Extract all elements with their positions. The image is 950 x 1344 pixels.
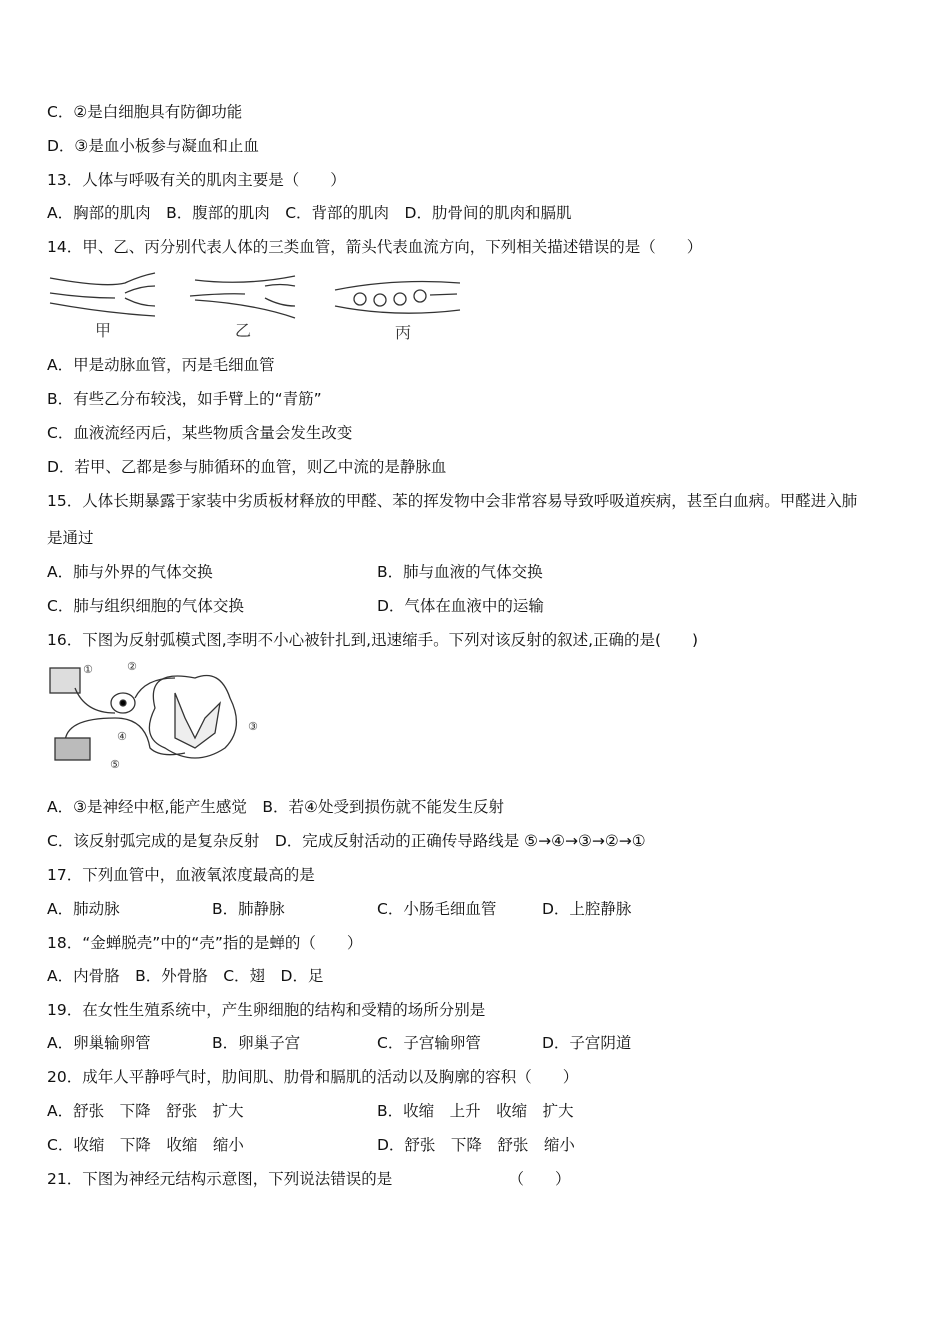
q15-option-a: A．肺与外界的气体交换 [47, 563, 213, 581]
question-21: 21．下图为神经元结构示意图，下列说法错误的是 （ ） [47, 1170, 571, 1188]
question-13: 13．人体与呼吸有关的肌肉主要是（ ） [47, 171, 346, 189]
q20-option-d: D．舒张 下降 舒张 缩小 [377, 1136, 575, 1154]
blood-vessel-figure [45, 268, 465, 343]
q16-options-ab: A．③是神经中枢,能产生感觉 B．若④处受到损伤就不能发生反射 [47, 798, 504, 816]
question-13-options: A．胸部的肌肉 B．腹部的肌肉 C．背部的肌肉 D．肋骨间的肌肉和膈肌 [47, 204, 572, 222]
label-bing: 丙 [395, 323, 412, 342]
q16-options-cd: C．该反射弧完成的是复杂反射 D．完成反射活动的正确传导路线是 ⑤→④→③→②→① [47, 832, 646, 850]
q15-options-cd [47, 596, 544, 616]
question-15-cont: 是通过 [47, 529, 94, 547]
question-19: 19．在女性生殖系统中，产生卵细胞的结构和受精的场所分别是 [47, 1001, 486, 1019]
label-2: ② [127, 660, 137, 673]
q15-option-d: D．气体在血液中的运输 [377, 597, 544, 615]
q19-option-d: D．子宫阴道 [542, 1034, 632, 1052]
q20-options-ab [47, 1101, 574, 1121]
question-14: 14．甲、乙、丙分别代表人体的三类血管，箭头代表血流方向，下列相关描述错误的是（ ） [47, 238, 703, 256]
q17-option-a: A．肺动脉 [47, 900, 120, 918]
question-15: 15．人体长期暴露于家装中劣质板材释放的甲醛、苯的挥发物中会非常容易导致呼吸道疾病，甚至白血病。甲醛进入肺 [47, 492, 858, 510]
label-jia: 甲 [95, 321, 112, 340]
q14-option-a: A．甲是动脉血管，丙是毛细血管 [47, 356, 275, 374]
q15-options-ab [47, 562, 543, 582]
q17-option-c: C．小肠毛细血管 [377, 900, 497, 918]
q19-option-a: A．卵巢输卵管 [47, 1034, 151, 1052]
q15-option-b: B．肺与血液的气体交换 [377, 563, 543, 581]
reflex-arc-figure [45, 658, 275, 773]
q20-option-b: B．收缩 上升 收缩 扩大 [377, 1102, 574, 1120]
q20-option-c: C．收缩 下降 收缩 缩小 [47, 1136, 244, 1154]
label-1: ① [83, 663, 93, 676]
label-yi: 乙 [235, 321, 252, 340]
q14-option-b: B．有些乙分布较浅，如手臂上的“青筋” [47, 390, 322, 408]
option-d: D．③是血小板参与凝血和止血 [47, 137, 259, 155]
option-c: C．②是白细胞具有防御功能 [47, 103, 243, 121]
q19-option-c: C．子宫输卵管 [377, 1034, 481, 1052]
q14-option-d: D．若甲、乙都是参与肺循环的血管，则乙中流的是静脉血 [47, 458, 447, 476]
q17-option-b: B．肺静脉 [212, 900, 285, 918]
question-17: 17．下列血管中，血液氧浓度最高的是 [47, 866, 315, 884]
question-16: 16．下图为反射弧模式图,李明不小心被针扎到,迅速缩手。下列对该反射的叙述,正确的是( ) [47, 631, 699, 649]
q20-options-cd [47, 1135, 575, 1155]
label-5: ⑤ [110, 758, 120, 771]
question-20: 20．成年人平静呼气时，肋间肌、肋骨和膈肌的活动以及胸廓的容积（ ） [47, 1068, 579, 1086]
label-3: ③ [248, 720, 258, 733]
q18-options: A．内骨胳 B．外骨胳 C．翅 D．足 [47, 967, 324, 985]
q15-option-c: C．肺与组织细胞的气体交换 [47, 597, 244, 615]
q14-option-c: C．血液流经丙后，某些物质含量会发生改变 [47, 424, 353, 442]
q20-option-a: A．舒张 下降 舒张 扩大 [47, 1102, 244, 1120]
label-4: ④ [117, 730, 127, 743]
q17-option-d: D．上腔静脉 [542, 900, 632, 918]
question-18: 18．“金蝉脱壳”中的“壳”指的是蝉的（ ） [47, 934, 363, 952]
q19-option-b: B．卵巢子宫 [212, 1034, 301, 1052]
